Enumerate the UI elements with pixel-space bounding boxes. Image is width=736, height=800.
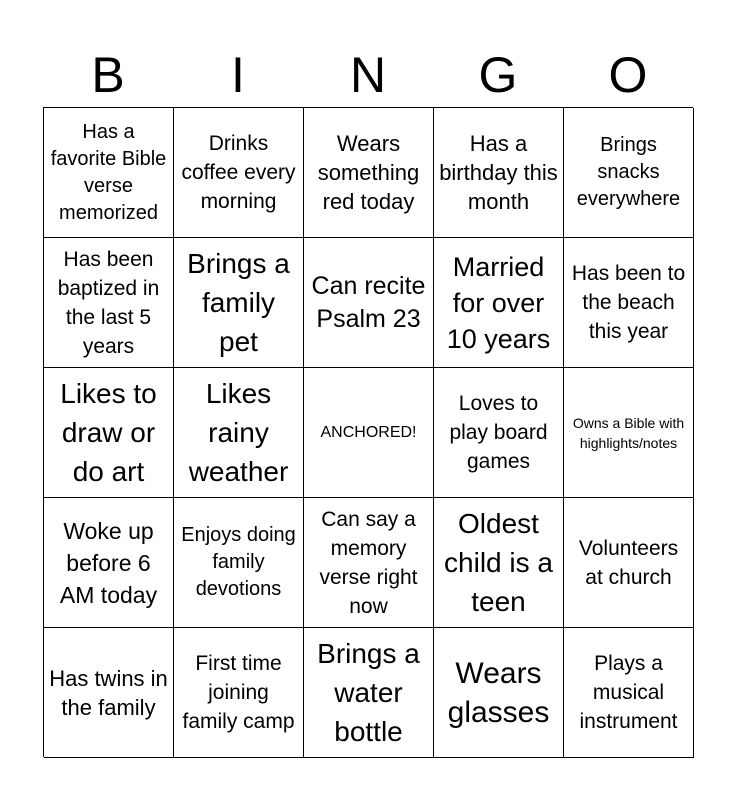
bingo-cell[interactable]	[434, 628, 564, 758]
bingo-cell[interactable]	[434, 498, 564, 628]
bingo-cell[interactable]	[304, 108, 434, 238]
cell-text: Woke up before 6 AM today	[59, 517, 158, 608]
cell-text: Brings a family pet	[187, 248, 290, 357]
bingo-cell[interactable]	[174, 498, 304, 628]
cell-text: Drinks coffee every morning	[181, 132, 296, 213]
bingo-cell[interactable]	[44, 238, 174, 368]
bingo-cell[interactable]	[434, 368, 564, 498]
cell-text: Volunteers at church	[578, 536, 679, 589]
cell-text: Can recite Psalm 23	[311, 271, 426, 333]
cell-text: Plays a musical instrument	[579, 652, 678, 733]
bingo-cell[interactable]	[174, 238, 304, 368]
cell-text: Owns a Bible with highlights/notes	[572, 414, 685, 451]
bingo-cell free-space[interactable]	[304, 368, 434, 498]
cell-text: Can say a memory verse right now	[319, 507, 418, 618]
cell-text: Has been to the beach this year	[571, 262, 686, 343]
cell-text: Oldest child is a teen	[444, 508, 553, 617]
bingo-cell[interactable]	[564, 238, 694, 368]
cell-text: Has twins in the family	[49, 665, 168, 720]
bingo-cell[interactable]	[304, 498, 434, 628]
bingo-cell[interactable]	[434, 108, 564, 238]
cell-text: Has a favorite Bible verse memorized	[50, 120, 167, 224]
cell-text: First time joining family camp	[182, 652, 295, 733]
bingo-board	[43, 107, 693, 757]
cell-text: Likes to draw or do art	[60, 378, 157, 487]
cell-text: Likes rainy weather	[188, 378, 289, 487]
header-letter-i: I	[231, 47, 245, 103]
bingo-cell[interactable]	[564, 108, 694, 238]
bingo-cell[interactable]	[174, 108, 304, 238]
bingo-cell[interactable]	[44, 498, 174, 628]
bingo-cell[interactable]	[174, 628, 304, 758]
bingo-cell[interactable]	[434, 238, 564, 368]
bingo-cell[interactable]	[44, 368, 174, 498]
header-letter-b: B	[91, 47, 125, 103]
cell-text: Has been baptized in the last 5 years	[57, 247, 160, 358]
header-letter-o: O	[608, 47, 648, 103]
bingo-cell[interactable]	[564, 628, 694, 758]
bingo-cell[interactable]	[44, 108, 174, 238]
bingo-cell[interactable]	[304, 238, 434, 368]
bingo-cell[interactable]	[564, 498, 694, 628]
cell-text: Enjoys doing family devotions	[181, 524, 296, 600]
cell-text: Brings a water bottle	[317, 638, 420, 747]
bingo-header	[43, 42, 693, 108]
header-letter-n: N	[349, 47, 387, 103]
bingo-cell[interactable]	[304, 628, 434, 758]
bingo-cell[interactable]	[174, 368, 304, 498]
cell-text: Loves to play board games	[449, 392, 548, 473]
cell-text: Has a birthday this month	[439, 131, 558, 214]
cell-text: Married for over 10 years	[446, 251, 551, 354]
cell-text: Brings snacks everywhere	[576, 134, 681, 210]
header-letter-g: G	[478, 47, 518, 103]
cell-text: Wears something red today	[317, 131, 420, 214]
free-space-text: ANCHORED!	[320, 423, 417, 441]
bingo-cell[interactable]	[564, 368, 694, 498]
bingo-cell[interactable]	[44, 628, 174, 758]
cell-text: Wears glasses	[447, 656, 550, 729]
